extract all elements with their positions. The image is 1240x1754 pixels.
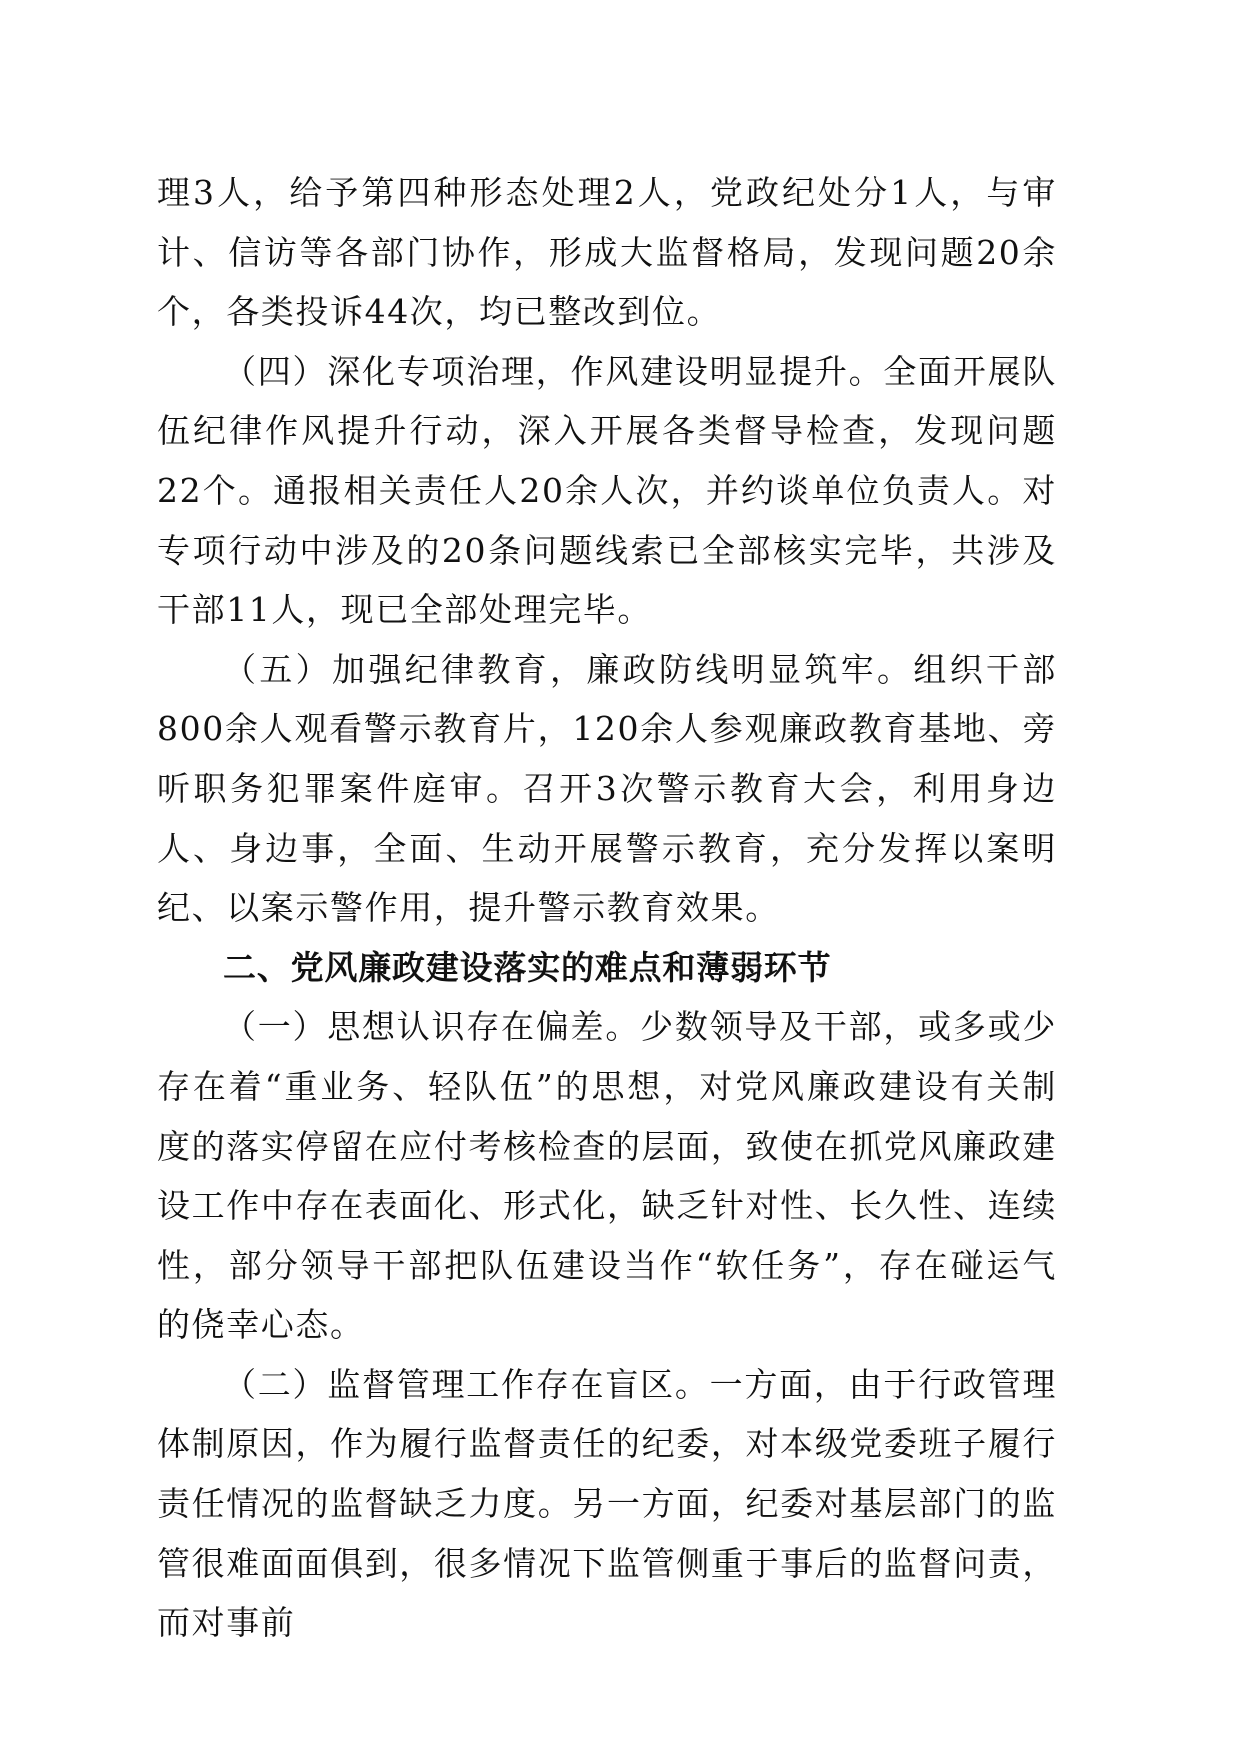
section-heading-two: 二、党风廉政建设落实的难点和薄弱环节 <box>223 947 832 987</box>
paragraph-section-four: （四）深化专项治理，作风建设明显提升。全面开展队伍纪律作风提升行动，深入开展各类督导检查，发现问题22个。通报相关责任人20余人次，并约谈单位负责人。对专项行动中涉及的20条问题线索已全部核实完毕，共涉及干部11人，现已全部处理完毕。 <box>157 351 1057 630</box>
document-body <box>157 163 1057 1653</box>
paragraph-subsection-two: （二）监督管理工作存在盲区。一方面，由于行政管理体制原因，作为履行监督责任的纪委，对本级党委班子履行责任情况的监督缺乏力度。另一方面，纪委对基层部门的监管很难面面俱到，很多情况下监管侧重于事后的监督问责，而对事前 <box>157 1364 1057 1643</box>
paragraph-subsection-one: （一）思想认识存在偏差。少数领导及干部，或多或少存在着“重业务、轻队伍”的思想，对党风廉政建设有关制度的落实停留在应付考核检查的层面，致使在抓党风廉政建设工作中存在表面化、形式化，缺乏针对性、长久性、连续性，部分领导干部把队伍建设当作“软任务”，存在碰运气的侥幸心态。 <box>157 1007 1057 1345</box>
paragraph-section-five: （五）加强纪律教育，廉政防线明显筑牢。组织干部800余人观看警示教育片，120余人参观廉政教育基地、旁听职务犯罪案件庭审。召开3次警示教育大会，利用身边人、身边事，全面、生动开展警示教育，充分发挥以案明纪、以案示警作用，提升警示教育效果。 <box>157 649 1057 928</box>
paragraph-continuation: 理3人，给予第四种形态处理2人，党政纪处分1人，与审计、信访等各部门协作，形成大监督格局，发现问题20余个，各类投诉44次，均已整改到位。 <box>157 173 1057 332</box>
